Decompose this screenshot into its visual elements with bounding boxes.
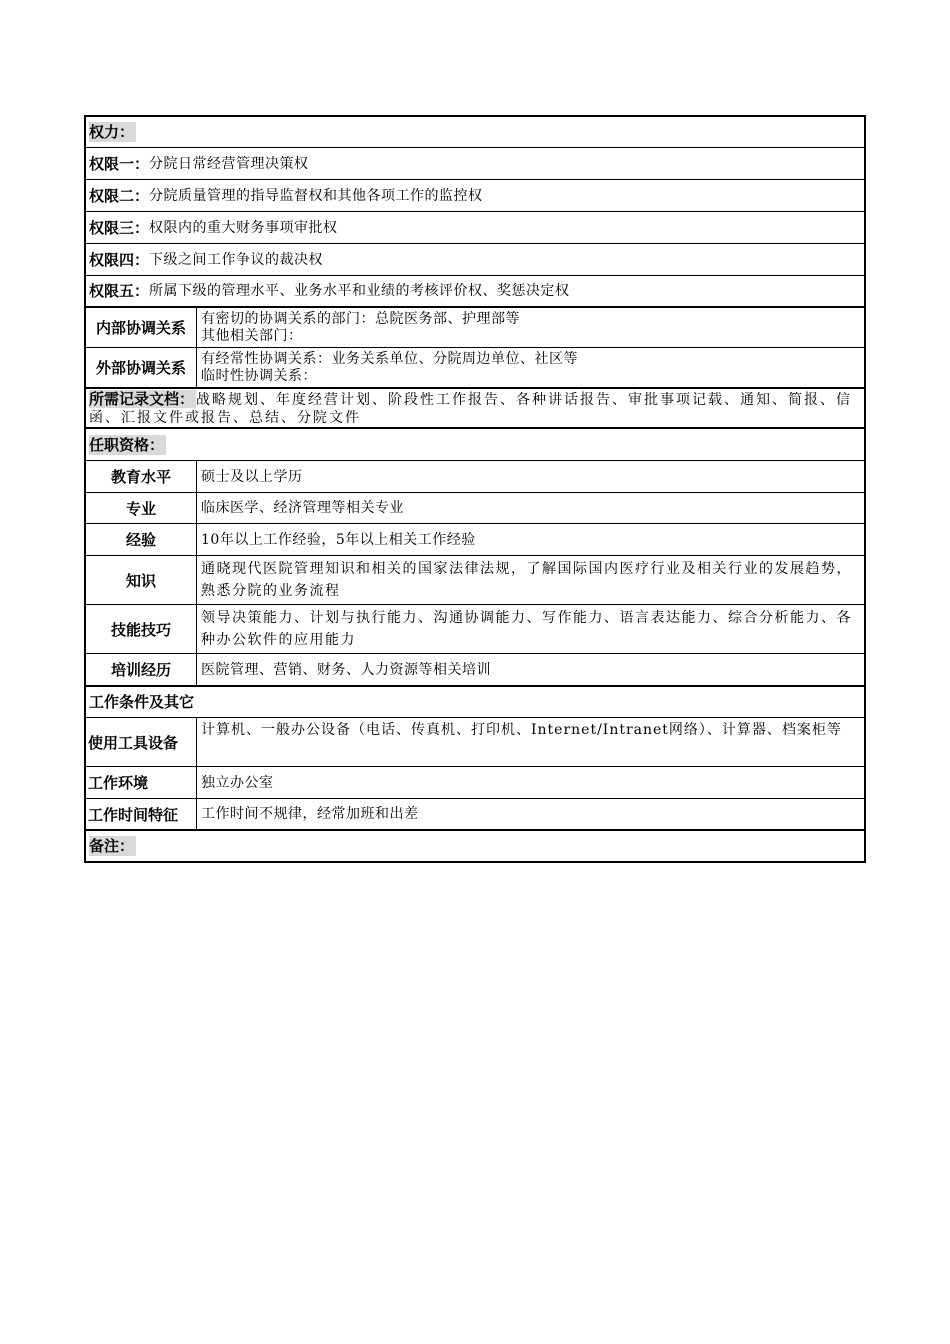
condition-label: 使用工具设备	[86, 718, 197, 766]
authority-header-row	[86, 117, 864, 148]
qualification-value: 硕士及以上学历	[201, 468, 303, 485]
authority-row	[86, 244, 864, 276]
qualifications-header: 任职资格：	[89, 435, 165, 454]
authority-label: 权限二：	[89, 186, 150, 205]
external-relations-line: 有经常性协调关系：业务关系单位、分院周边单位、社区等	[201, 350, 578, 367]
internal-relations-label: 内部协调关系	[86, 308, 197, 347]
qualification-label: 知识	[86, 556, 197, 604]
authority-text: 分院质量管理的指导监督权和其他各项工作的监控权	[149, 187, 483, 204]
conditions-header: 工作条件及其它	[89, 693, 195, 711]
qualifications-header-row	[86, 429, 864, 461]
qualification-row	[86, 461, 864, 493]
qualification-value: 10年以上工作经验，5年以上相关工作经验	[201, 531, 476, 548]
qualification-value: 领导决策能力、计划与执行能力、沟通协调能力、写作能力、语言表达能力、综合分析能力、各种办公软件的应用能力	[201, 610, 852, 648]
condition-value: 独立办公室	[201, 774, 274, 791]
authority-text: 下级之间工作争议的裁决权	[149, 251, 324, 268]
authority-text: 权限内的重大财务事项审批权	[149, 219, 338, 236]
records-row	[86, 389, 864, 429]
qualification-label: 经验	[86, 524, 197, 555]
conditions-header-row	[86, 687, 864, 718]
authority-row	[86, 180, 864, 212]
authority-header: 权力：	[89, 123, 135, 141]
qualification-label: 培训经历	[86, 654, 197, 685]
authority-row	[86, 212, 864, 244]
qualification-label: 技能技巧	[86, 605, 197, 653]
notes-row	[86, 831, 864, 861]
condition-row	[86, 718, 864, 767]
qualification-row	[86, 654, 864, 687]
notes-header: 备注：	[89, 837, 135, 855]
external-relations-row	[86, 348, 864, 389]
authority-label: 权限一：	[89, 154, 150, 173]
internal-relations-line: 有密切的协调关系的部门：总院医务部、护理部等	[201, 310, 520, 327]
condition-label: 工作时间特征	[86, 799, 197, 829]
authority-row	[86, 148, 864, 180]
qualification-row	[86, 524, 864, 556]
qualification-label: 专业	[86, 493, 197, 523]
condition-value: 计算机、一般办公设备（电话、传真机、打印机、Internet/Intranet网络）、计算器、档案柜等	[201, 722, 842, 738]
authority-label: 权限四：	[89, 250, 150, 269]
condition-row	[86, 767, 864, 799]
records-text: 战略规划、年度经营计划、阶段性工作报告、各种讲话报告、审批事项记载、通知、简报、信函、汇报文件或报告、总结、分院文件	[89, 392, 853, 426]
internal-relations-line: 其他相关部门：	[201, 327, 303, 344]
internal-relations-row	[86, 308, 864, 348]
external-relations-line: 临时性协调关系：	[201, 367, 317, 384]
authority-label: 权限五：	[89, 282, 150, 300]
authority-label: 权限三：	[89, 218, 150, 237]
qualification-row	[86, 493, 864, 524]
qualification-row	[86, 605, 864, 654]
job-description-table	[84, 115, 866, 863]
qualification-row	[86, 556, 864, 605]
qualification-value: 医院管理、营销、财务、人力资源等相关培训	[201, 661, 491, 678]
qualification-label: 教育水平	[86, 461, 197, 492]
qualification-value: 通晓现代医院管理知识和相关的国家法律法规，了解国际国内医疗行业及相关行业的发展趋势，熟悉分院的业务流程	[201, 561, 852, 599]
records-label: 所需记录文档：	[89, 390, 195, 408]
condition-row	[86, 799, 864, 831]
authority-text: 所属下级的管理水平、业务水平和业绩的考核评价权、奖惩决定权	[149, 283, 570, 299]
authority-text: 分院日常经营管理决策权	[149, 155, 309, 172]
authority-row	[86, 276, 864, 308]
condition-value: 工作时间不规律，经常加班和出差	[201, 806, 419, 822]
qualification-value: 临床医学、经济管理等相关专业	[201, 500, 404, 516]
condition-label: 工作环境	[86, 767, 197, 798]
external-relations-label: 外部协调关系	[86, 348, 197, 387]
